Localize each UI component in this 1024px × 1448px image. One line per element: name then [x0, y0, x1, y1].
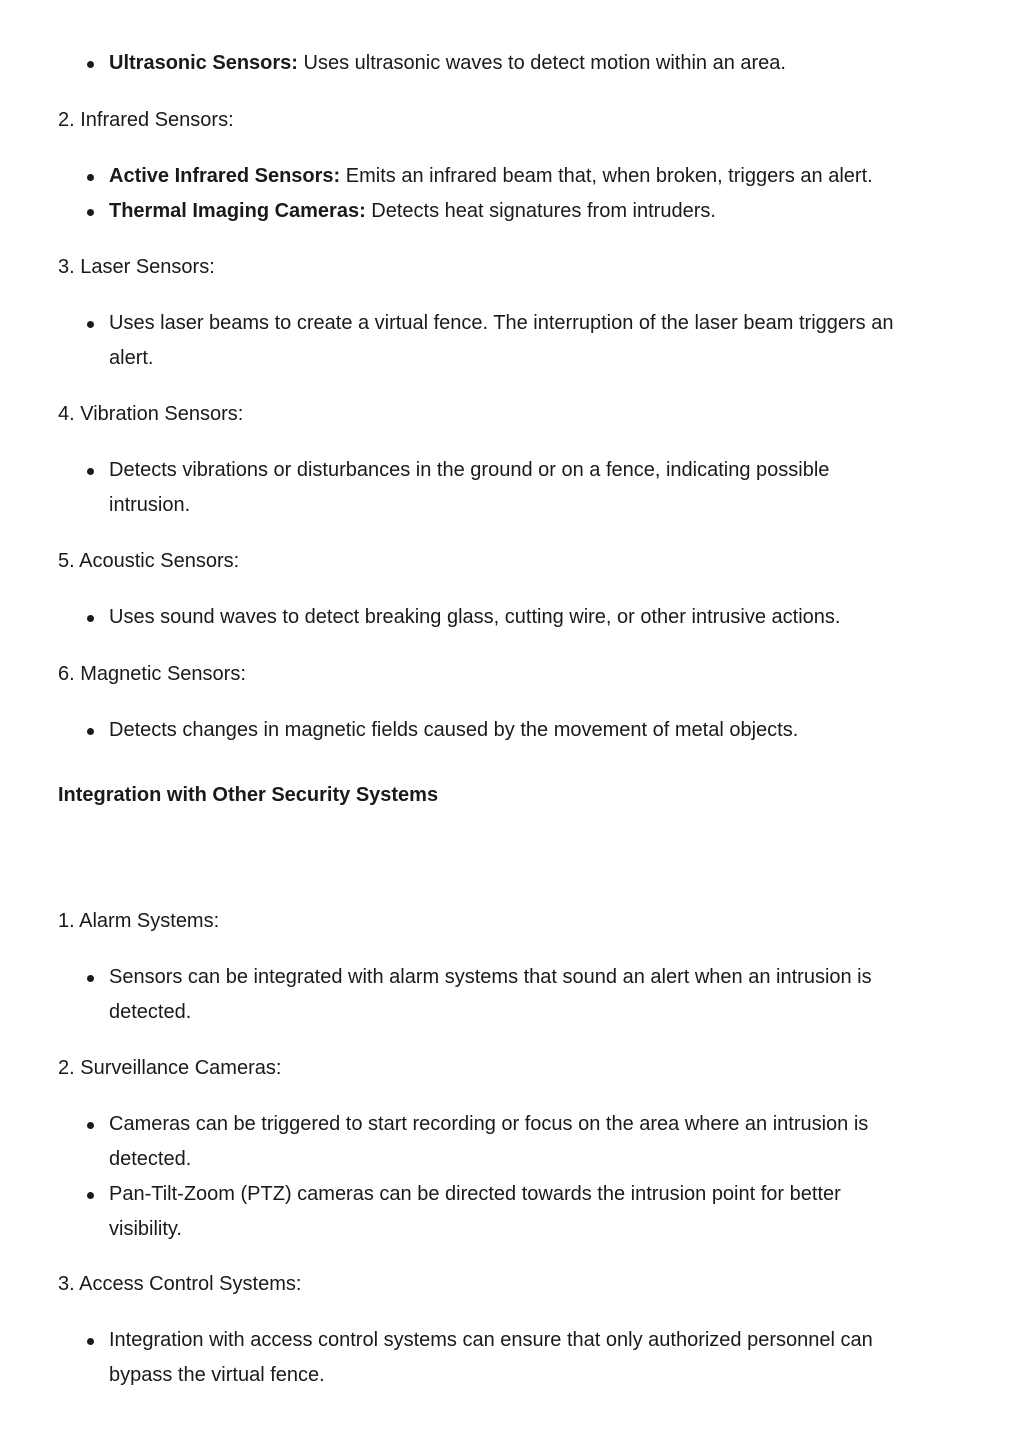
list-item-line: Detects vibrations or disturbances in the ground or on a fence, indicating possible — [109, 459, 830, 481]
section-heading: Integration with Other Security Systems — [58, 784, 439, 806]
list-item-line: detected. — [109, 1148, 192, 1170]
bullet-icon — [87, 468, 94, 475]
bullet-icon — [87, 728, 94, 735]
numbered-heading: 6. Magnetic Sensors: — [58, 663, 246, 685]
term: Active Infrared Sensors: — [109, 165, 341, 187]
numbered-heading: 2. Surveillance Cameras: — [58, 1057, 282, 1079]
term: Thermal Imaging Cameras: — [109, 200, 366, 222]
list-item-line: Cameras can be triggered to start recording or focus on the area where an intrusion is — [109, 1113, 869, 1135]
list-item-line: Detects changes in magnetic fields caused by the movement of metal objects. — [109, 719, 799, 741]
list-item-line: visibility. — [109, 1218, 182, 1240]
bullet-icon — [87, 1338, 94, 1345]
list-item-line: Uses sound waves to detect breaking glass, cutting wire, or other intrusive actions. — [109, 606, 841, 628]
numbered-heading: 5. Acoustic Sensors: — [58, 550, 240, 572]
bullet-icon — [87, 321, 94, 328]
list-item-line: bypass the virtual fence. — [109, 1364, 325, 1386]
bullet-icon — [87, 209, 94, 216]
item-text: Emits an infrared beam that, when broken, triggers an alert. — [340, 165, 873, 187]
list-item — [109, 194, 716, 229]
list-item-line: alert. — [109, 347, 154, 369]
item-text: Detects heat signatures from intruders. — [365, 200, 716, 222]
bullet-icon — [87, 61, 94, 68]
numbered-heading: 2. Infrared Sensors: — [58, 109, 234, 131]
bullet-icon — [87, 1192, 94, 1199]
list-item — [109, 159, 873, 194]
bullet-icon — [87, 975, 94, 982]
bullet-icon — [87, 615, 94, 622]
list-item-line: Integration with access control systems can ensure that only authorized personnel can — [109, 1329, 873, 1351]
item-text: Uses ultrasonic waves to detect motion within an area. — [297, 52, 786, 74]
bullet-icon — [87, 1122, 94, 1129]
list-item-line: Sensors can be integrated with alarm systems that sound an alert when an intrusion is — [109, 966, 872, 988]
list-item — [109, 46, 786, 81]
numbered-heading: 3. Access Control Systems: — [58, 1273, 302, 1295]
numbered-heading: 4. Vibration Sensors: — [58, 403, 244, 425]
bullet-icon — [87, 174, 94, 181]
list-item-line: Pan-Tilt-Zoom (PTZ) cameras can be directed towards the intrusion point for better — [109, 1183, 841, 1205]
numbered-heading: 3. Laser Sensors: — [58, 256, 215, 278]
list-item-line: intrusion. — [109, 494, 191, 516]
term: Ultrasonic Sensors: — [109, 52, 298, 74]
list-item-line: detected. — [109, 1001, 192, 1023]
list-item-line: Uses laser beams to create a virtual fence. The interruption of the laser beam triggers an — [109, 312, 894, 334]
numbered-heading: 1. Alarm Systems: — [58, 910, 220, 932]
